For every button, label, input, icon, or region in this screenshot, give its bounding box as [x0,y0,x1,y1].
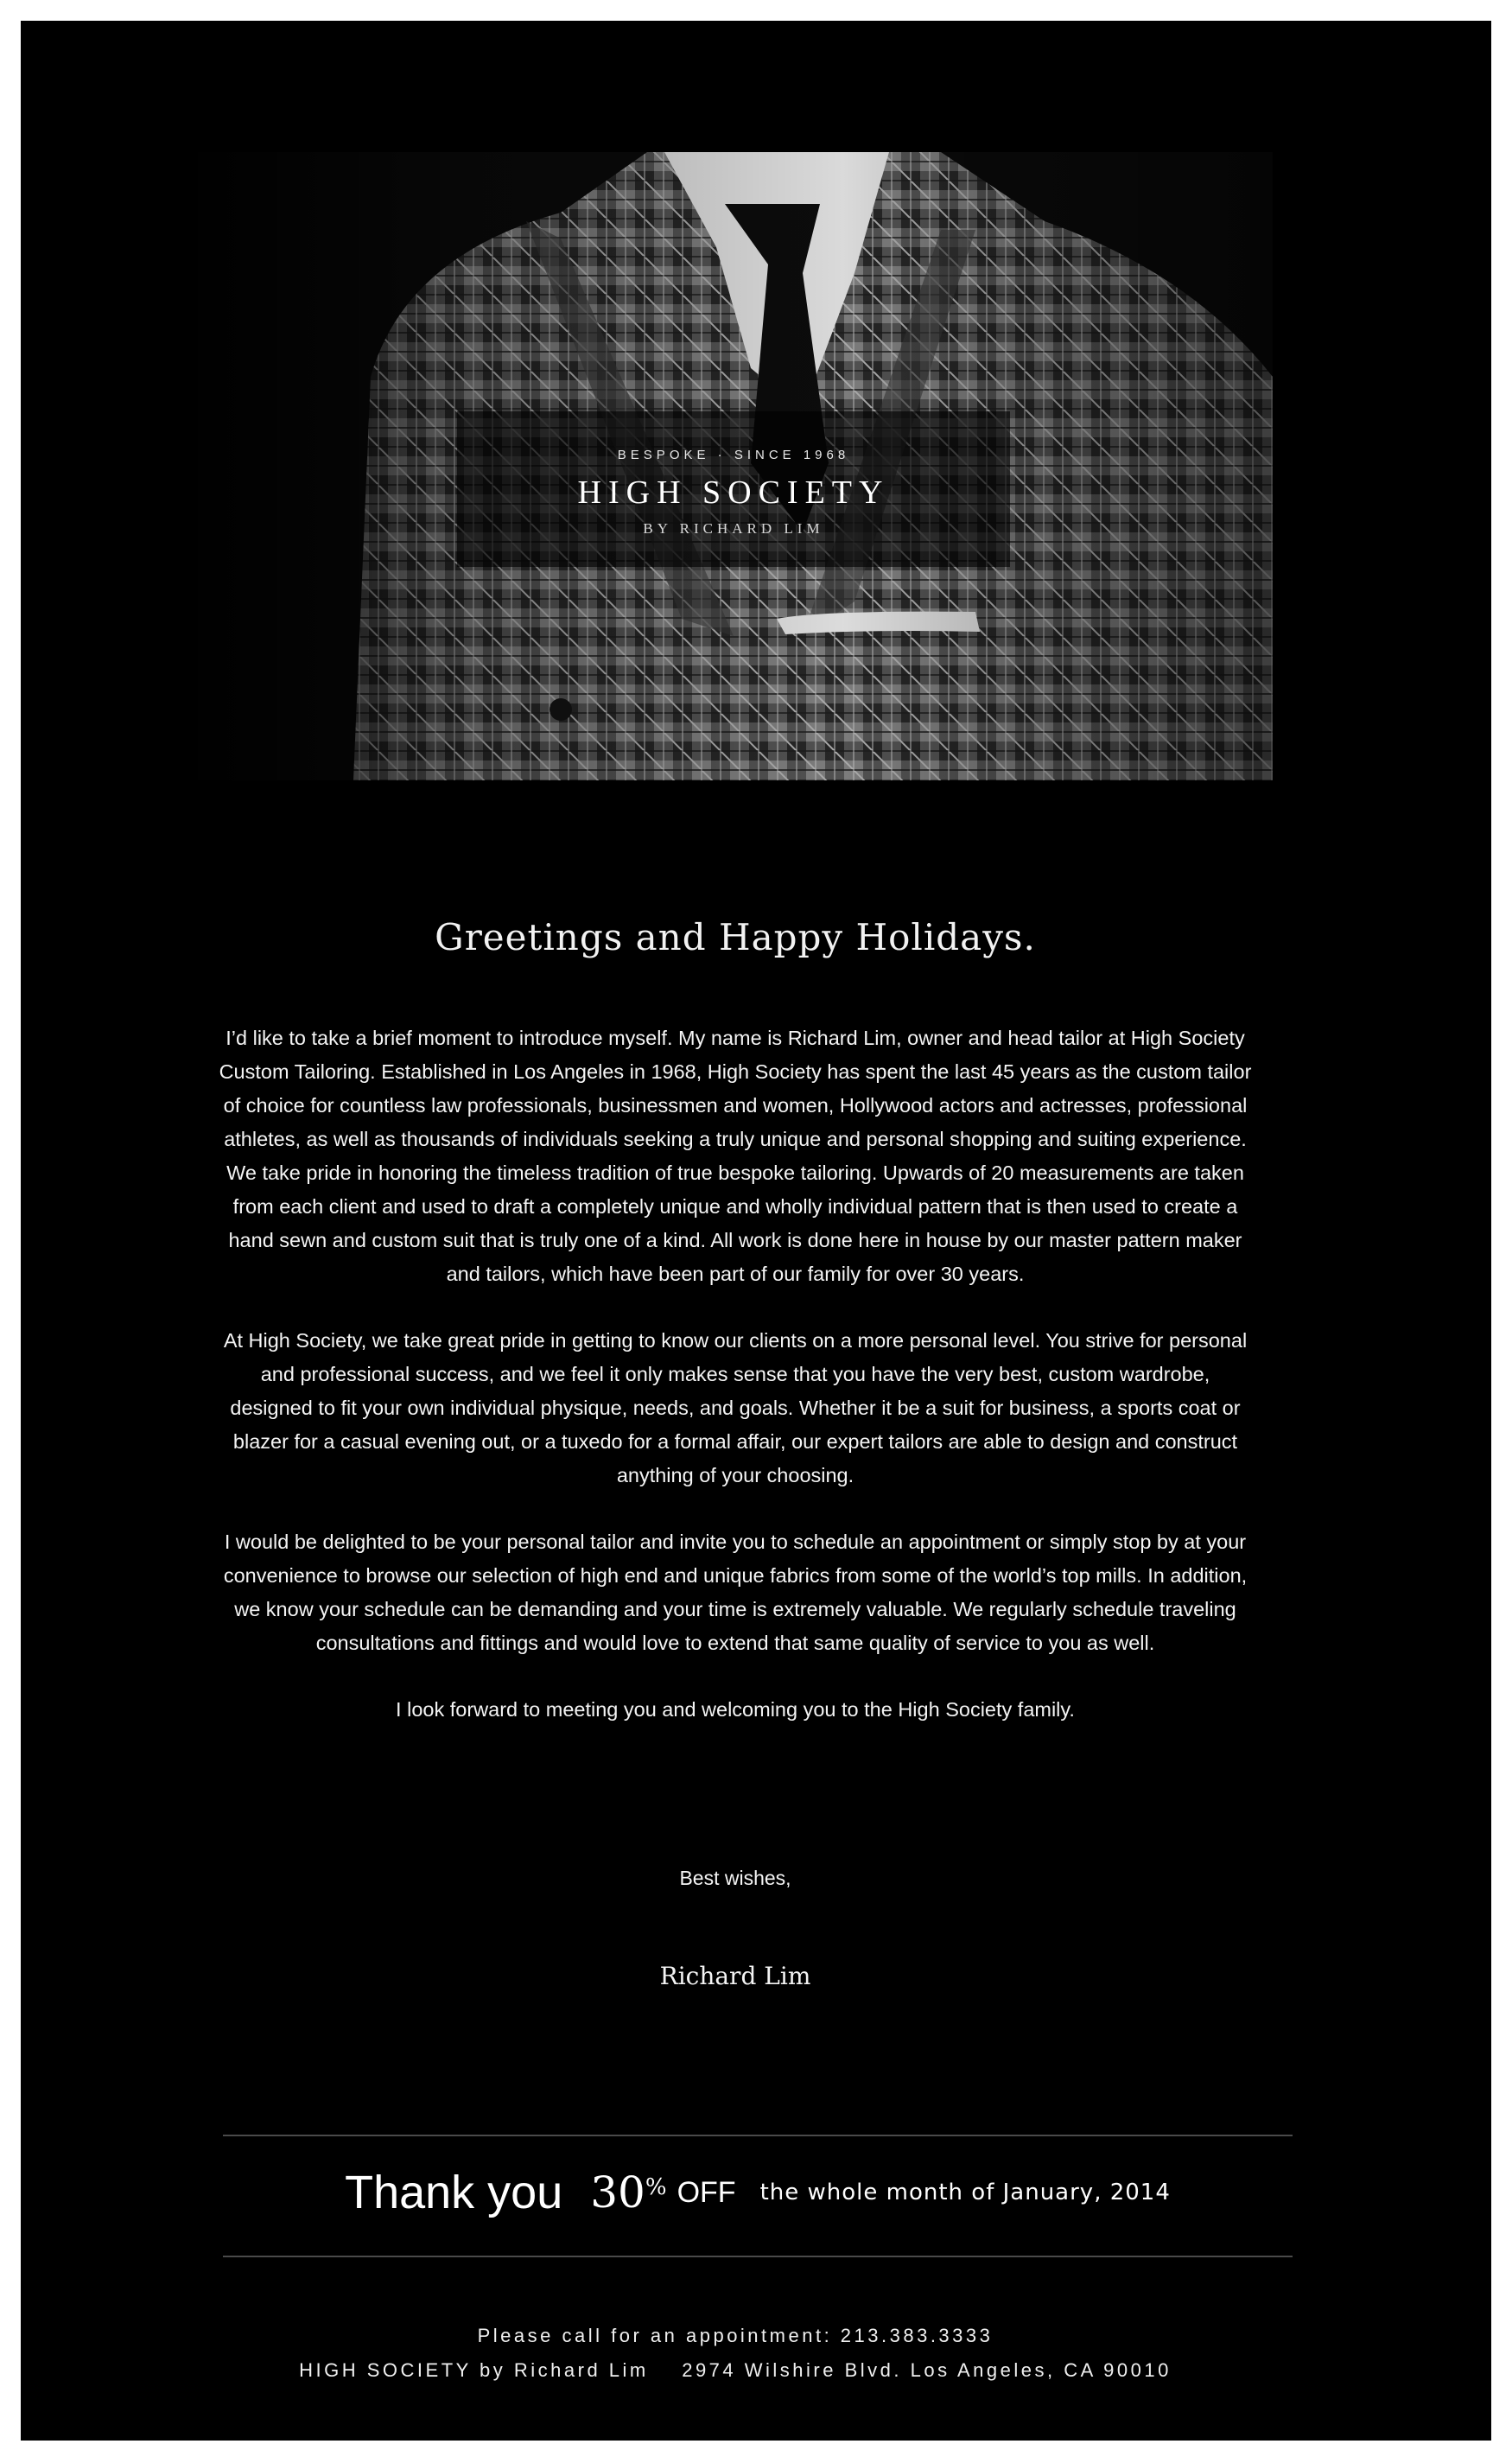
offer-percent-sign: % [645,2174,667,2200]
logo-banner [457,411,1010,567]
offer-banner [223,2136,1293,2249]
closing-line: Best wishes, [679,1867,791,1889]
footer-phone: Please call for an appointment: 213.383.3333 [477,2325,994,2346]
footer-address: HIGH SOCIETY by Richard Lim 2974 Wilshire Blvd. Los Angeles, CA 90010 [299,2359,1172,2381]
paragraph-intro: I’d like to take a brief moment to introduce myself. My name is Richard Lim, owner and head tailor at High Society Custom Tailoring. Established in Los Angeles in 1968, High Society has spent the last 45 years as the custom tailor of choice for countless law professionals, businessmen and women, Hollywood actors and actresses, professional athletes, as well as thousands of individuals seeking a truly unique and personal shopping and suiting experience. We take pride in honoring the timeless tradition of true bespoke tailoring. Upwards of 20 measurements are taken from each client and used to draft a completely unique and wholly individual pattern that is then used to create a hand sewn and custom suit that is truly one of a kind. All work is done here in house by our master pattern maker and tailors, which have been part of our family for over 30 years. [219,1027,1252,1285]
logo-byline: BY RICHARD LIM [643,520,824,537]
letter-body [219,1021,1252,1760]
offer-detail: the whole month of January, 2014 [759,2180,1171,2205]
offer-thanks: Thank you [345,2167,563,2218]
divider-bottom [223,2256,1293,2257]
logo-tagline: BESPOKE · SINCE 1968 [617,448,850,462]
offer-percent: 30 [590,2167,645,2218]
paragraph-invitation: I would be delighted to be your personal tailor and invite you to schedule an appointment or simply stop by at your convenience to browse our selection of high end and unique fabrics from some of the world’s top mills. In addition, we know your schedule can be demanding and your time is extremely valuable. We regularly schedule traveling consultations and fittings and would love to extend that same quality of service to you as well. [223,1531,1248,1654]
logo-name: HIGH SOCIETY [577,474,890,511]
paragraph-welcome: I look forward to meeting you and welcoming you to the High Society family. [396,1698,1075,1721]
hero-image [198,152,1273,780]
signature: Richard Lim [659,1962,811,1990]
greeting-heading: Greetings and Happy Holidays. [435,916,1036,958]
paragraph-clients: At High Society, we take great pride in getting to know our clients on a more personal level. You strive for personal and professional success, and we feel it only makes sense that you have the very best, custom wardrobe, designed to fit your own individual physique, needs, and goals. Whether it be a suit for business, a sports coat or blazer for a casual evening out, or a tuxedo for a formal affair, our expert tailors are able to design and construct anything of your choosing. [223,1329,1248,1486]
offer-off: OFF [677,2175,736,2209]
